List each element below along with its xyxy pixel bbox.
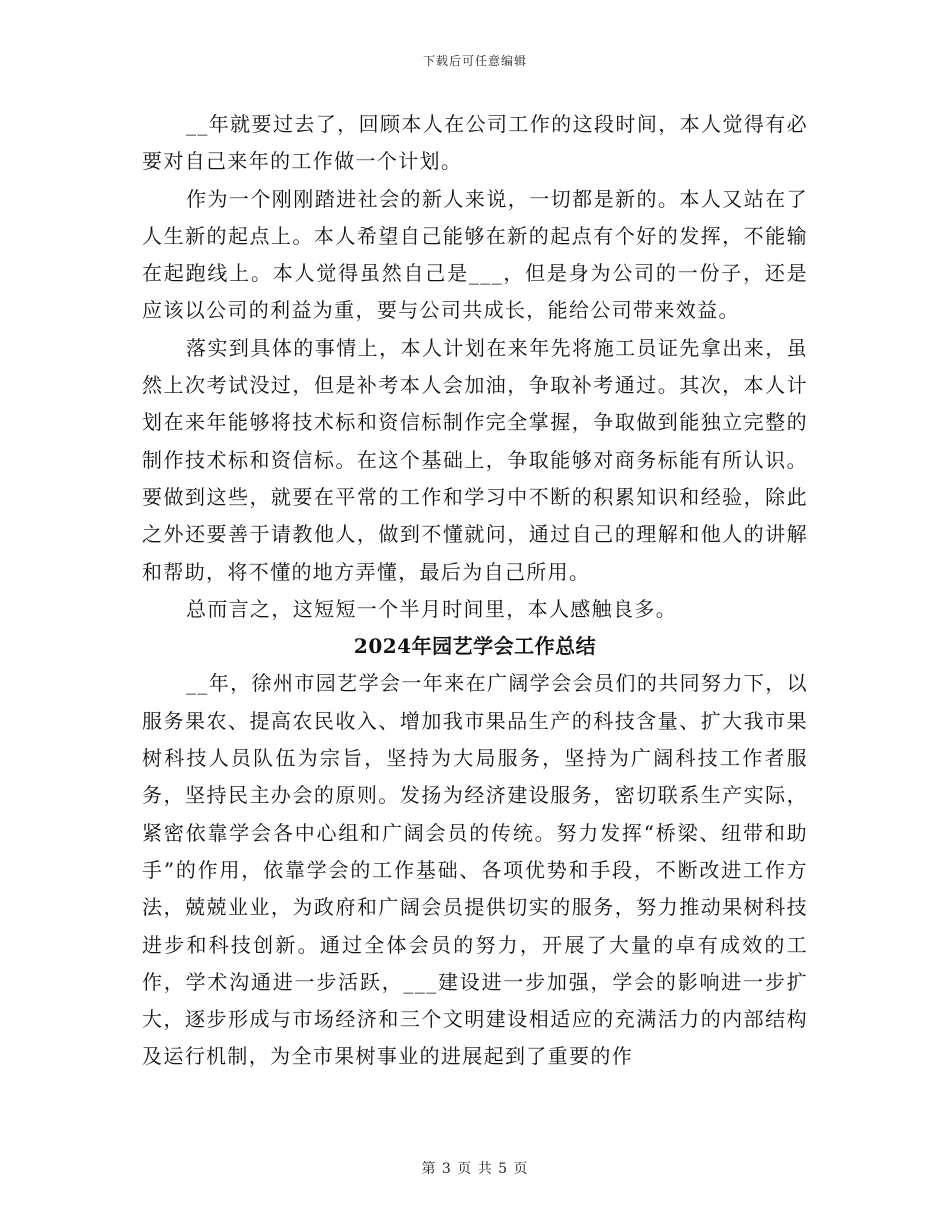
paragraph-conclusion: 总而言之，这短短一个半月时间里，本人感触良多。 bbox=[186, 596, 678, 621]
paragraph-intro: __年就要过去了，回顾本人在公司工作的这段时间，本人觉得有必要对自己来年的工作做一个计划。 bbox=[142, 112, 808, 174]
paragraph-new-start: 作为一个刚刚踏进社会的新人来说，一切都是新的。本人又站在了人生新的起点上。本人希望自己能够在新的起点有个好的发挥，不能输在起跑线上。本人觉得虽然自己是___，但是身为公司的一份子，还是应该以公司的利益为重，要与公司共成长，能给公司带来效益。 bbox=[142, 186, 808, 323]
paragraph-plan: 落实到具体的事情上，本人计划在来年先将施工员证先拿出来，虽然上次考试没过，但是补考本人会加油，争取补考通过。其次，本人计划在来年能够将技术标和资信标制作完全掌握，争取做到能独立完整的制作技术标和资信标。在这个基础上，争取能够对商务标能有所认识。要做到这些，就要在平常的工作和学习中不断的积累知识和经验，除此之外还要善于请教他人，做到不懂就问，通过自己的理解和他人的讲解和帮助，将不懂的地方弄懂，最后为自己所用。 bbox=[142, 335, 808, 584]
section-title: 2024年园艺学会工作总结 bbox=[353, 634, 597, 659]
page-number: 第 3 页 共 5 页 bbox=[421, 1161, 529, 1177]
paragraph-summary: __年，徐州市园艺学会一年来在广阔学会会员们的共同努力下，以服务果农、提高农民收入、增加我市果品生产的科技含量、扩大我市果树科技人员队伍为宗旨，坚持为大局服务，坚持为广阔科技工作者服务，坚持民主办会的原则。发扬为经济建设服务，密切联系生产实际，紧密依靠学会各中心组和广阔会员的传统。努力发挥“桥梁、纽带和助手”的作用，依靠学会的工作基础、各项优势和手段，不断改进工作方法，兢兢业业，为政府和广阔会员提供切实的服务，努力推动果树科技进步和科技创新。通过全体会员的努力，开展了大量的卓有成效的工作，学术沟通进一步活跃，___建设进一步加强，学会的影响进一步扩大，逐步形成与市场经济和三个文明建设相适应的充满活力的内部结构及运行机制，为全市果树事业的进展起到了重要的作 bbox=[142, 671, 808, 1069]
page-header-note: 下载后可任意编辑 bbox=[422, 54, 527, 68]
document-body bbox=[142, 106, 808, 1076]
